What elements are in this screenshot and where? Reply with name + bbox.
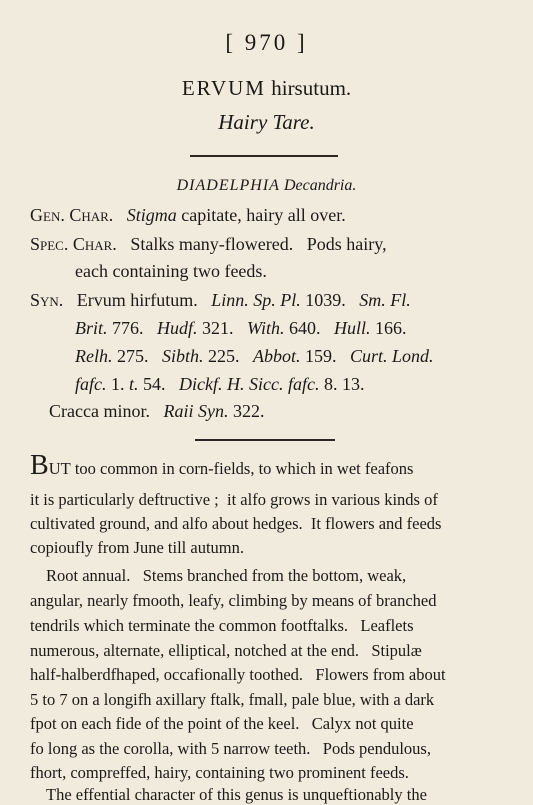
classification (0, 177, 533, 195)
syn-ref-italic: Hudf. (157, 318, 198, 338)
spec-char-line2: each containing two feeds. (75, 261, 267, 281)
gen-char-text: capitate, hairy all over. (176, 205, 346, 225)
paragraph1-line4: copioufly from June till autumn. (30, 538, 245, 557)
spec-char-line1 (30, 234, 387, 255)
syn-line3 (75, 346, 434, 367)
syn-ref-num: 54. (143, 374, 166, 394)
syn-ref-num: 275. (117, 346, 149, 366)
syn-ref-num: 8. 13. (323, 374, 365, 394)
paragraph2-line: half-halberdfhaped, occafionally toothed. Flowers from about (30, 665, 446, 684)
syn-line4 (75, 374, 364, 395)
drop-cap: B (30, 450, 49, 481)
syn-ref-num: 1. (111, 374, 125, 394)
syn-ref-italic: Dickf. H. Sicc. fafc. (179, 374, 320, 394)
syn-name: Ervum hirfutum. (76, 290, 198, 310)
paragraph1-line2: it is particularly deftructive ; it alfo grows in various kinds of (30, 490, 438, 509)
paragraph2-line: fhort, compreffed, hairy, containing two prominent feeds. (30, 763, 409, 782)
syn-ref-num: 166. (375, 318, 407, 338)
class-name: DIADELPHIA (176, 177, 280, 194)
paragraph1-line3: cultivated ground, and alfo about hedges. It flowers and feeds (30, 514, 442, 533)
syn-ref-num: 159. (305, 346, 337, 366)
species-title (0, 76, 533, 101)
syn-ref-num: 1039. (305, 290, 346, 310)
syn-ref-italic: t. (129, 374, 139, 394)
paragraph2-line: 5 to 7 on a longifh axillary ftalk, fmall, pale blue, with a dark (30, 690, 435, 709)
gen-char-line (30, 205, 346, 226)
syn-ref-italic: fafc. (75, 374, 107, 394)
gen-char-label: Gen. Char. (30, 205, 114, 225)
divider-bottom (195, 439, 335, 441)
syn-line1 (30, 290, 411, 311)
syn-ref-num: 225. (208, 346, 240, 366)
spec-char-text1: Stalks many-flowered. Pods hairy, (130, 234, 387, 254)
genus-name: ERVUM (181, 76, 266, 100)
syn-ref-italic: Sibth. (162, 346, 204, 366)
syn-ref-italic: With. (247, 318, 285, 338)
order-name: Decandria. (283, 177, 357, 194)
syn-line5 (49, 401, 264, 422)
common-name: Hairy Tare. (218, 110, 315, 134)
gen-char-italic: Stigma (126, 205, 177, 225)
syn-ref-num: 776. (112, 318, 144, 338)
paragraph2-line: fpot on each fide of the point of the keel. Calyx not quite (30, 714, 414, 733)
syn-ref-italic: Sm. Fl. (359, 290, 411, 310)
syn-ref-num: 640. (289, 318, 321, 338)
species-name: hirsutum. (271, 76, 352, 100)
syn-ref-italic: Relh. (75, 346, 113, 366)
paragraph1-line1 (30, 452, 413, 480)
syn-ref-num: 322. (232, 401, 265, 421)
paragraph2-line: Root annual. Stems branched from the bottom, weak, (46, 566, 407, 585)
syn-ref-italic: Abbot. (253, 346, 301, 366)
paragraph2-line: fo long as the corolla, with 5 narrow teeth. Pods pendulous, (30, 739, 431, 758)
paragraph2-line: tendrils which terminate the common footftalks. Leaflets (30, 616, 414, 635)
paragraph3-line: The effential character of this genus is unqueftionably the (46, 785, 427, 804)
divider-top (190, 155, 338, 157)
paragraph2-line: angular, nearly fmooth, leafy, climbing by means of branched (30, 591, 437, 610)
syn-label: Syn. (30, 290, 64, 310)
syn-ref-italic: Raii Syn. (163, 401, 229, 421)
syn-alt-name: Cracca minor. (49, 401, 150, 421)
syn-ref-num: 321. (202, 318, 234, 338)
paragraph2-line: numerous, alternate, elliptical, notched at the end. Stipulæ (30, 641, 422, 660)
page-number: [ 970 ] (225, 30, 308, 55)
syn-ref-italic: Brit. (75, 318, 108, 338)
first-word-rest: UT (48, 459, 71, 478)
syn-line2 (75, 318, 407, 339)
syn-ref-italic: Curt. Lond. (350, 346, 434, 366)
spec-char-label: Spec. Char. (30, 234, 117, 254)
syn-ref-italic: Linn. Sp. Pl. (211, 290, 301, 310)
syn-ref-italic: Hull. (334, 318, 371, 338)
paragraph-text: too common in corn-fields, to which in wet feafons (70, 459, 414, 478)
